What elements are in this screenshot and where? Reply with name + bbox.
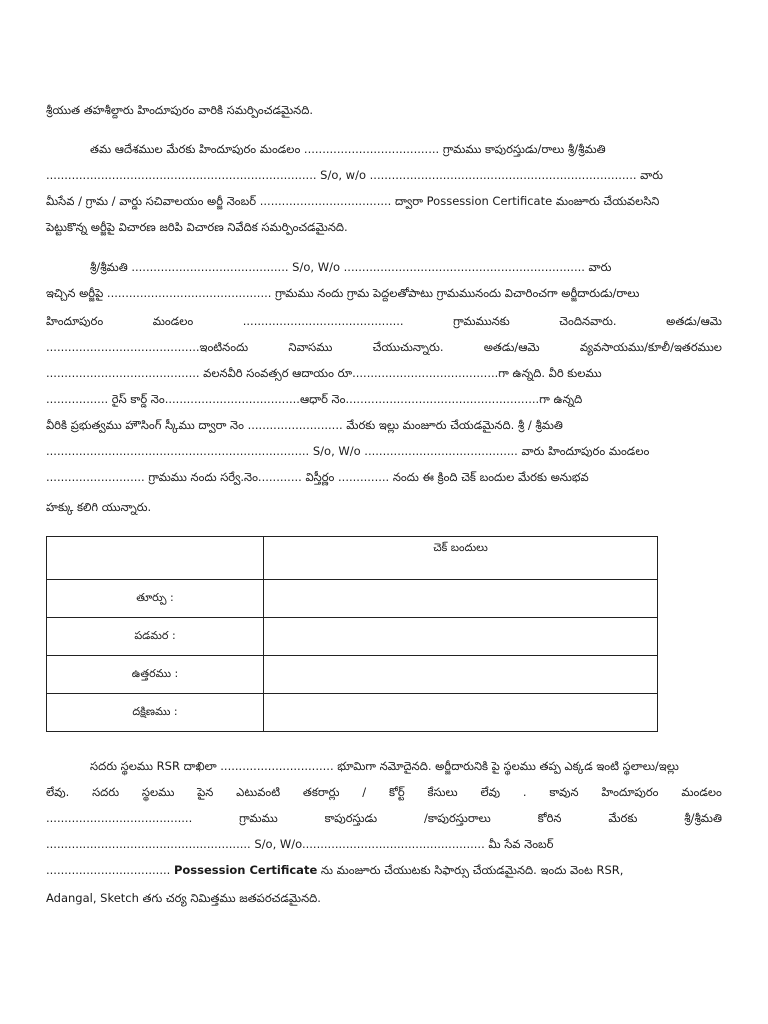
para1-segment: మీసేవ / గ్రామ / వార్డు సచివాలయం అర్జీ నెంబర్ .................................... ద్వారా Possession Certificate మంజూరు చేయవలసిని bbox=[46, 194, 660, 208]
boundaries-header-empty-cell bbox=[47, 537, 264, 580]
para2-line bbox=[46, 313, 722, 329]
para3-segment: మండలం bbox=[681, 785, 722, 799]
boundary-value-east bbox=[264, 580, 658, 618]
para3-line bbox=[46, 862, 722, 878]
para2-line bbox=[46, 365, 722, 381]
para3-segment: ........................................ bbox=[46, 811, 193, 825]
para2-line bbox=[46, 285, 722, 301]
para3-segment: మేరకు bbox=[608, 811, 638, 825]
para2-line bbox=[90, 259, 722, 275]
para3-segment: Possession Certificate bbox=[173, 863, 318, 877]
para3-segment: హిందూపురం bbox=[601, 785, 659, 799]
para2-segment: వీరికి ప్రభుత్వము హౌసింగ్ స్కీము ద్వారా నెం .......................... మేరకు ఇల్లు మంజూరు చేయడమైనది. శ్రీ / శ్రీమతి bbox=[46, 418, 563, 432]
para3-segment: సదరు bbox=[92, 785, 120, 799]
para2-segment: హక్కు కలిగి యున్నారు. bbox=[46, 500, 152, 514]
para2-line bbox=[46, 499, 722, 515]
boundary-label-east: తూర్పు : bbox=[47, 580, 264, 618]
para1-line bbox=[46, 167, 722, 183]
para3-segment: ను మంజూరు చేయుటకు సిఫార్సు చేయడమైనది. ఇందు వెంట RSR, bbox=[317, 863, 624, 877]
para2-segment: ........................... గ్రామము నందు సర్వే.నెం............ విస్తీర్ణం .............. నందు ఈ క్రింది చెక్ బందుల మేరకు అనుభవ bbox=[46, 470, 589, 484]
para3-segment: లేవు. bbox=[46, 785, 70, 799]
boundary-label-north: ఉత్తరము : bbox=[47, 656, 264, 694]
para2-segment: ఇచ్చిన అర్జీపై ............................................. గ్రామము నందు గ్రామ పెద్దలతోపాటు గ్రామమునందు విచారించగా అర్జీదారుడు/రాలు bbox=[46, 286, 640, 300]
para2-segment: ................. రైస్ కార్డ్ నెం.....................................ఆధార్ నెం.....................................................గా ఉన్నది bbox=[46, 392, 583, 406]
boundary-value-west bbox=[264, 618, 658, 656]
para3-segment: ఎటువంటి bbox=[236, 785, 281, 799]
para3-segment: కాపురస్తుడు bbox=[324, 811, 378, 825]
para3-segment: కావున bbox=[549, 785, 579, 799]
para1-line bbox=[46, 219, 722, 235]
para2-segment: ............................................ bbox=[242, 314, 404, 328]
para2-segment: ........................................................................ S/o, W/o .......................................... వారు హిందూపురం మండలం bbox=[46, 444, 650, 458]
para1-line bbox=[46, 193, 722, 209]
para3-line bbox=[46, 836, 722, 852]
boundaries-table bbox=[46, 536, 658, 732]
para2-segment: శ్రీ/శ్రీమతి ........................................... S/o, W/o .................................................................. వారు bbox=[90, 260, 612, 274]
boundaries-header-row bbox=[47, 537, 658, 580]
para2-segment: మండలం bbox=[152, 314, 194, 328]
para2-segment: అతడు/ఆమె bbox=[483, 340, 540, 354]
para3-line bbox=[46, 890, 722, 906]
para2-line bbox=[46, 417, 722, 433]
para2-segment: చేయుచున్నారు. bbox=[372, 340, 444, 354]
boundary-row-east bbox=[47, 580, 658, 618]
para3-segment: సదరు స్థలము RSR దాఖిలా ............................... భూమిగా నమోదైనది. అర్జీదారునికి పై స్థలము తప్ప ఎక్కడ ఇంటి స్థలాలు/ఇల్లు bbox=[90, 759, 679, 773]
para1-line bbox=[90, 141, 722, 157]
para2-segment: నివాసము bbox=[288, 340, 333, 354]
boundary-row-west bbox=[47, 618, 658, 656]
para3-line bbox=[46, 784, 722, 800]
para1-segment: పెట్టుకొన్న అర్జీపై విచారణ జరిపి విచారణ నివేదిక సమర్పించడమైనది. bbox=[46, 220, 348, 234]
para3-line bbox=[46, 810, 722, 826]
para2-line bbox=[46, 339, 722, 355]
para3-segment: /కాపురస్తురాలు bbox=[424, 811, 491, 825]
para3-segment: కోర్ట్ bbox=[388, 785, 405, 799]
para2-line bbox=[46, 443, 722, 459]
para3-segment: లేవు bbox=[480, 785, 501, 799]
para3-segment: గ్రామము bbox=[239, 811, 278, 825]
boundary-row-south bbox=[47, 694, 658, 732]
para3-segment: ........................................................ S/o, W/o.................................................. మీ సేవ నెంబర్ bbox=[46, 837, 554, 851]
para3-segment: కేసులు bbox=[427, 785, 458, 799]
boundary-row-north bbox=[47, 656, 658, 694]
boundaries-header-cell: చెక్ బందులు bbox=[264, 537, 658, 580]
para3-segment: కోరిన bbox=[537, 811, 562, 825]
para2-segment: హిందూపురం bbox=[46, 314, 104, 328]
boundary-value-south bbox=[264, 694, 658, 732]
para3-line bbox=[90, 758, 722, 774]
para3-segment: . bbox=[522, 785, 527, 799]
para2-segment: చెందినవారు. bbox=[559, 314, 617, 328]
boundary-value-north bbox=[264, 656, 658, 694]
address-line: శ్రీయుత తహశీల్దారు హిందూపురం వారికి సమర్పించడమైనది. bbox=[46, 103, 313, 117]
para1-segment: .......................................................................... S/o, w/o ......................................................................... వారు bbox=[46, 168, 664, 182]
para2-line bbox=[46, 469, 722, 485]
para3-segment: .................................. bbox=[46, 863, 174, 877]
para2-segment: అతడు/ఆమె bbox=[666, 314, 722, 328]
para3-segment: స్థలము bbox=[141, 785, 175, 799]
para3-segment: శ్రీ/శ్రీమతి bbox=[684, 811, 722, 825]
boundary-label-south: దక్షిణము : bbox=[47, 694, 264, 732]
para2-line bbox=[46, 391, 722, 407]
para1-segment: తమ ఆదేశముల మేరకు హిందూపురం మండలం ..................................... గ్రామము కాపురస్తుడు/రాలు శ్రీ/శ్రీమతి bbox=[90, 142, 606, 156]
para2-segment: గ్రామమునకు bbox=[453, 314, 510, 328]
para3-segment: పైన bbox=[197, 785, 214, 799]
para3-segment: Adangal, Sketch తగు చర్య నిమిత్తము జతపరచడమైనది. bbox=[46, 891, 321, 905]
para3-segment: తకరార్లు bbox=[302, 785, 340, 799]
para3-segment: / bbox=[362, 785, 367, 799]
para2-segment: వ్యవసాయము/కూలీ/ఇతరముల bbox=[579, 340, 722, 354]
boundary-label-west: పడమర : bbox=[47, 618, 264, 656]
para2-segment: .......................................... వలనవీరి సంవత్సర ఆదాయం రూ........................................గా ఉన్నది. వీరి కులము bbox=[46, 366, 602, 380]
para2-segment: ..........................................ఇంటినందు bbox=[46, 340, 249, 354]
